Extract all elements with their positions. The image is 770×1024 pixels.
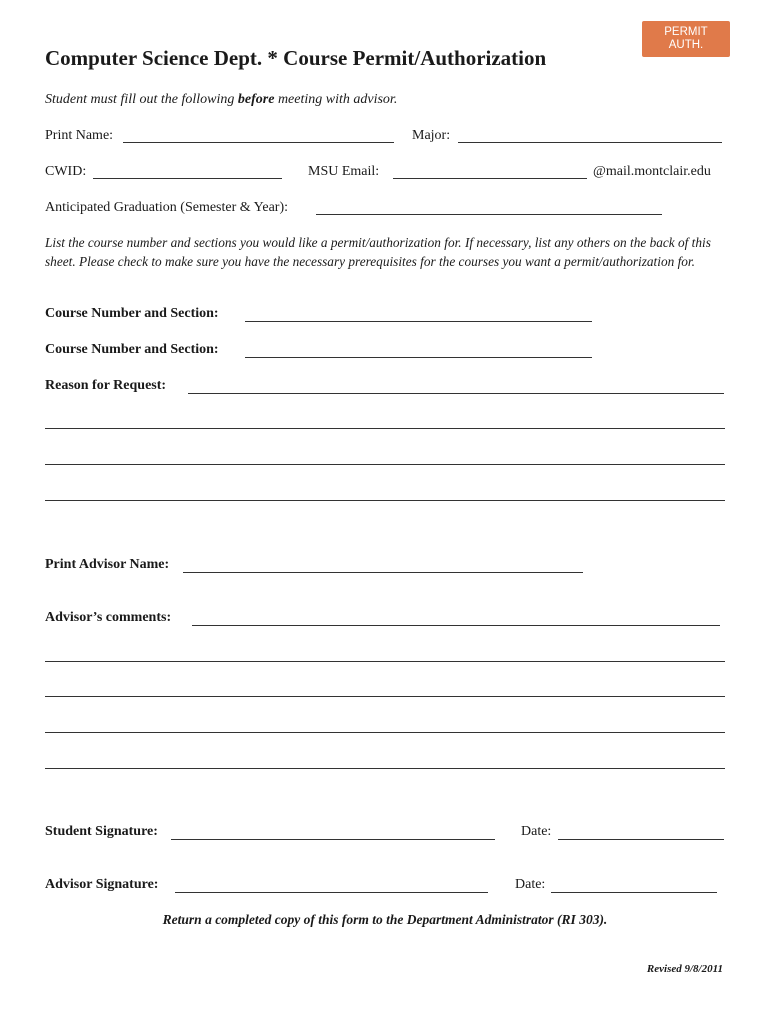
instructions-paragraph: List the course number and sections you would like a permit/authorization for. If necessary, list any others on the back of this sheet. Please check to make sure you have the necessary prerequisites for the courses you want a permit/authorization for. (45, 235, 711, 269)
permit-auth-badge (642, 21, 730, 57)
print-name-label: Print Name: (45, 128, 114, 143)
course-number-label-1: Course Number and Section: (45, 306, 219, 321)
advisor-comments-line-5[interactable] (45, 768, 725, 769)
return-instructions: Return a completed copy of this form to the Department Administrator (RI 303). (162, 912, 608, 927)
cwid-label: CWID: (45, 164, 87, 179)
reason-field-line-4[interactable] (45, 500, 725, 501)
advisor-comments-line-4[interactable] (45, 732, 725, 733)
major-field[interactable] (458, 142, 722, 143)
cwid-field[interactable] (93, 178, 282, 179)
intro-text: Student must fill out the following before meeting with advisor. (45, 92, 398, 107)
major-label: Major: (412, 128, 451, 143)
print-name-field[interactable] (123, 142, 394, 143)
advisor-date-field[interactable] (551, 892, 717, 893)
msu-email-field[interactable] (393, 178, 587, 179)
intro-emphasis: before (237, 92, 275, 107)
course-number-field-1[interactable] (245, 321, 592, 322)
course-number-label-2: Course Number and Section: (45, 342, 219, 357)
advisor-name-field[interactable] (183, 572, 583, 573)
advisor-name-label: Print Advisor Name: (45, 557, 170, 572)
reason-field-line-3[interactable] (45, 464, 725, 465)
badge-line-2: AUTH. (668, 39, 704, 51)
msu-email-label: MSU Email: (308, 164, 380, 179)
student-date-field[interactable] (558, 839, 724, 840)
student-signature-label: Student Signature: (45, 824, 158, 839)
advisor-comments-line-1[interactable] (192, 625, 720, 626)
advisor-date-label: Date: (515, 877, 546, 892)
course-number-field-2[interactable] (245, 357, 592, 358)
revision-date: Revised 9/8/2011 (646, 963, 723, 975)
advisor-signature-field[interactable] (175, 892, 488, 893)
reason-field-line-2[interactable] (45, 428, 725, 429)
student-signature-field[interactable] (171, 839, 495, 840)
student-date-label: Date: (521, 824, 552, 839)
graduation-label: Anticipated Graduation (Semester & Year): (45, 200, 288, 215)
advisor-comments-label: Advisor’s comments: (45, 610, 172, 625)
form-title: Computer Science Dept. * Course Permit/Authorization (45, 46, 547, 70)
advisor-comments-line-2[interactable] (45, 661, 725, 662)
reason-label: Reason for Request: (45, 378, 167, 393)
email-domain: @mail.montclair.edu (593, 164, 711, 179)
reason-field-line-1[interactable] (188, 393, 724, 394)
badge-line-1: PERMIT (664, 26, 708, 38)
graduation-field[interactable] (316, 214, 662, 215)
advisor-signature-label: Advisor Signature: (45, 877, 159, 892)
advisor-comments-line-3[interactable] (45, 696, 725, 697)
